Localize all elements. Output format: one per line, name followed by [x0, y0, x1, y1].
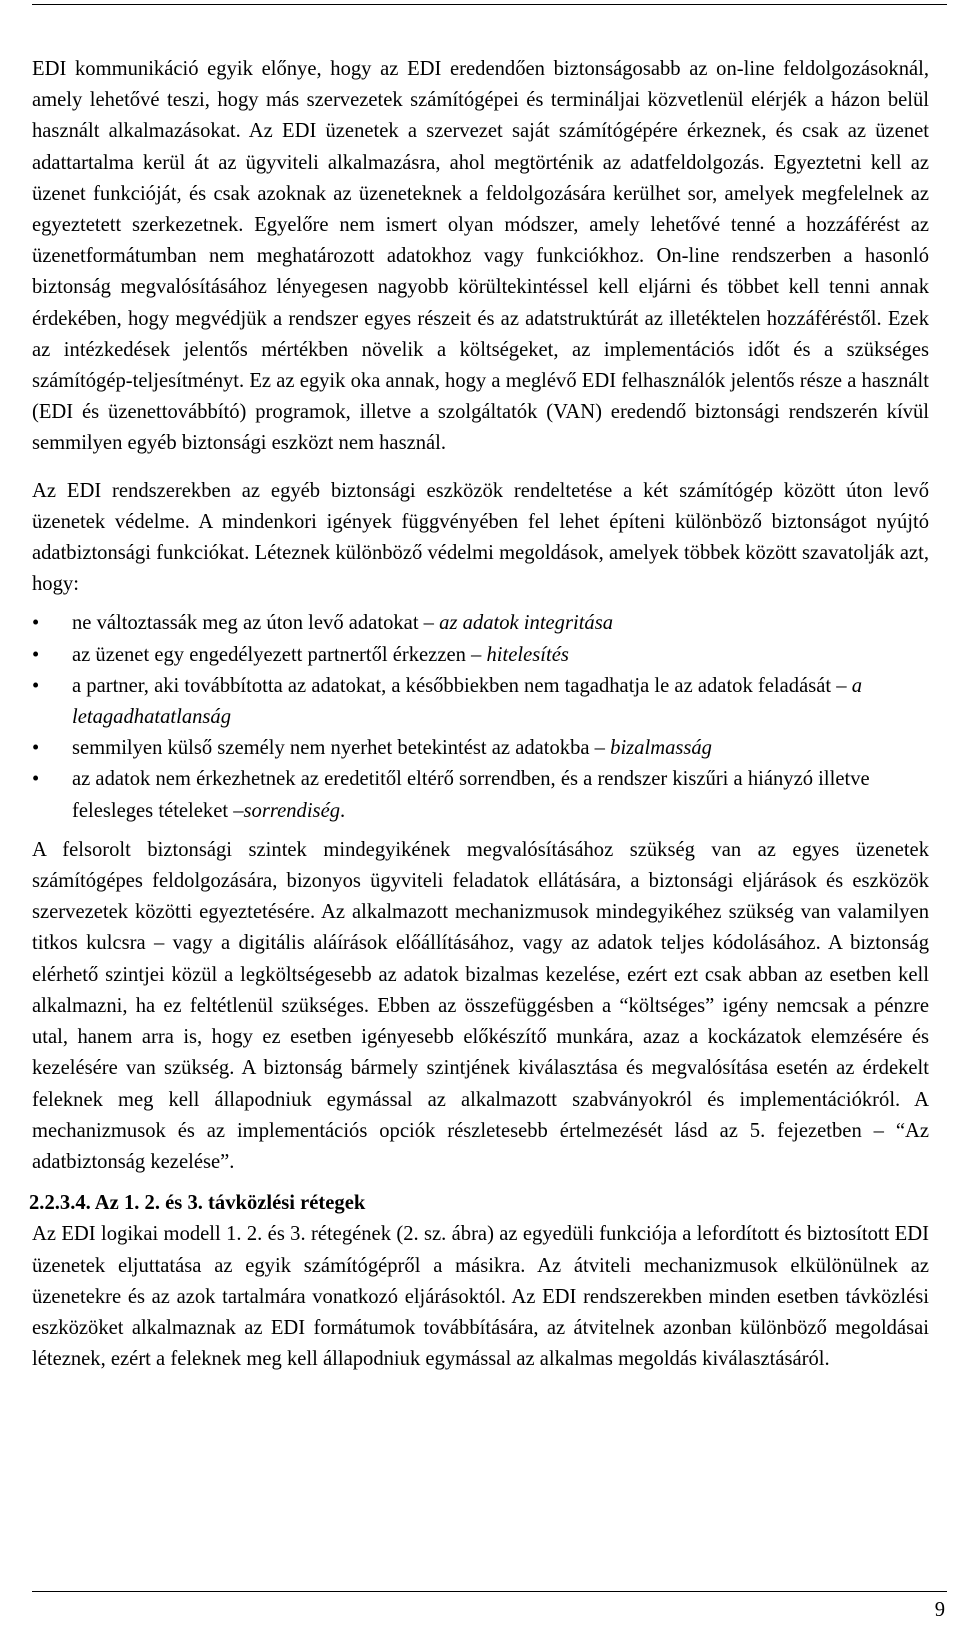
list-item-text: az adatok nem érkezhetnek az eredetitől eltérő sorrendben, és a rendszer kiszűri a hiányzó illetve felesleges tételeket –: [72, 768, 870, 822]
list-item-sequencing: [32, 764, 929, 826]
list-item-authentication: [32, 640, 929, 671]
list-item-non-repudiation: [32, 671, 929, 733]
bullet-icon: •: [32, 674, 40, 697]
paragraph-security-tools: Az EDI rendszerekben az egyéb biztonsági eszközök rendeltetése a két számítógép között úton levő üzenetek védelme. A mindenkori igények függvényében fel lehet építeni különböző biztonságot nyújtó adatbiztonsági funkciókat. Léteznek különböző védelmi megoldások, amelyek többek között szavatolják azt, hogy:: [32, 479, 929, 596]
list-item-term: hitelesítés: [486, 643, 569, 666]
list-item-text: semmilyen külső személy nem nyerhet betekintést az adatokba –: [72, 737, 611, 760]
bullet-icon: •: [32, 737, 40, 760]
list-item-text: a partner, aki továbbította az adatokat, a későbbiekben nem tagadhatja le az adatok feladását –: [72, 674, 852, 697]
paragraph-edi-security-advantage: EDI kommunikáció egyik előnye, hogy az EDI eredendően biztonságosabb az on-line feldolgozásoknál, amely lehetővé teszi, hogy más szervezetek számítógépei és termináljai közvetlenül elérjék a házon belül használt alkalmazásokat. Az EDI üzenetek a szervezet saját számítógépére érkeznek, és csak az üzenet adattartalma kerül át az ügyviteli alkalmazásra, ahol megtörténik az adatfeldolgozás. Egyeztetni kell az üzenet funkcióját, és csak azoknak az üzeneteknek a feldolgozására kerülhet sor, amelyek megfelelnek az egyeztetett szerkezetnek. Egyelőre nem ismert olyan módszer, amely lehetővé tenné a hozzáférést az üzenetformátumban nem meghatározott adatokhoz vagy funkciókhoz. On-line rendszerben a hasonló biztonság megvalósításához lényegesen nagyobb körültekintéssel kell eljárni és többet kell tenni annak érdekében, hogy megvédjük a rendszer egyes részeit és az adatstruktúrát az illetéktelen hozzáféréstől. Ezek az intézkedések jelentős mértékben növelik a költségeket, az implementációs időt és a szükséges számítógép-teljesítményt. Ez az egyik oka annak, hogy a meglévő EDI felhasználók jelentős része a használt (EDI és üzenettovábbító) programok, illetve a szolgáltatók (VAN) eredendő biztonsági rendszerén kívül semmilyen egyéb biztonsági eszközt nem használ.: [32, 58, 929, 455]
list-item-term: bizalmasság: [610, 737, 712, 760]
list-item-confidentiality: [32, 733, 929, 764]
paragraph-telecom-layers: Az EDI logikai modell 1. 2. és 3. rétegének (2. sz. ábra) az egyedüli funkciója a lefordított és biztosított EDI üzenetek eljuttatása az egyik számítógépről a másikra. Az átviteli mechanizmusok elkülönülnek az üzenetekre és az azok tartalmára vonatkozó eljárásoktól. Az EDI rendszerekben minden esetben távközlési eszközöket alkalmaznak az EDI formátumok továbbítására, az átvitelnek azonban különböző megoldásai léteznek, ezért a feleknek meg kell állapodniuk egymással az alkalmas megoldás kiválasztásáról.: [32, 1223, 929, 1371]
header-rule: [32, 4, 947, 5]
section-heading: 2.2.3.4. Az 1. 2. és 3. távközlési rétegek: [29, 1192, 366, 1215]
list-item-text: az üzenet egy engedélyezett partnertől érkezzen –: [72, 643, 487, 666]
list-item-term: az adatok integritása: [439, 612, 614, 635]
bullet-icon: •: [32, 612, 40, 635]
page-number: 9: [934, 1599, 945, 1621]
document-body: [29, 54, 929, 1375]
bullet-icon: •: [32, 643, 40, 666]
list-item-text: ne változtassák meg az úton levő adatokat –: [72, 612, 440, 635]
list-item-term: a letagadhatatlanság: [72, 674, 862, 729]
list-item-integrity: [32, 608, 929, 639]
list-item-suffix: .: [340, 799, 346, 822]
list-item-term: sorrendiség: [243, 799, 341, 822]
footer-rule: [32, 1591, 947, 1592]
paragraph-security-levels: A felsorolt biztonsági szintek mindegyikének megvalósításához szükség van az egyes üzenetek számítógépes feldolgozására, bizonyos ügyviteli feladatok ellátására, a biztonsági eljárások és eszközök szervezetek közötti egyeztetésére. Az alkalmazott mechanizmusok mindegyikéhez szükség van valamilyen titkos kulcsra – vagy a digitális aláírások előállításához, vagy az adatok teljes kódolásához. A biztonság elérhető szintjei közül a legköltségesebb az adatok bizalmas kezelése, ezért ezt csak abban az esetben kell alkalmazni, ha ez feltétlenül szükséges. Ebben az összefüggésben a “költséges” igény nemcsak a pénzre utal, hanem arra is, hogy ez esetben igényesebb előkészítő munkára, azaz a kockázatok elemzésére és kezelésére van szükség. A biztonság bármely szintjének kiválasztása és megvalósítása esetén az érdekelt feleknek meg kell állapodniuk egymással az alkalmazott szabványokról és implementációkról. A mechanizmusok és az implementációs opciók részletesebb értelmezését lásd az 5. fejezetben – “Az adatbiztonság kezelése”.: [32, 838, 929, 1173]
bullet-icon: •: [32, 768, 40, 791]
security-goals-list: [32, 608, 929, 826]
